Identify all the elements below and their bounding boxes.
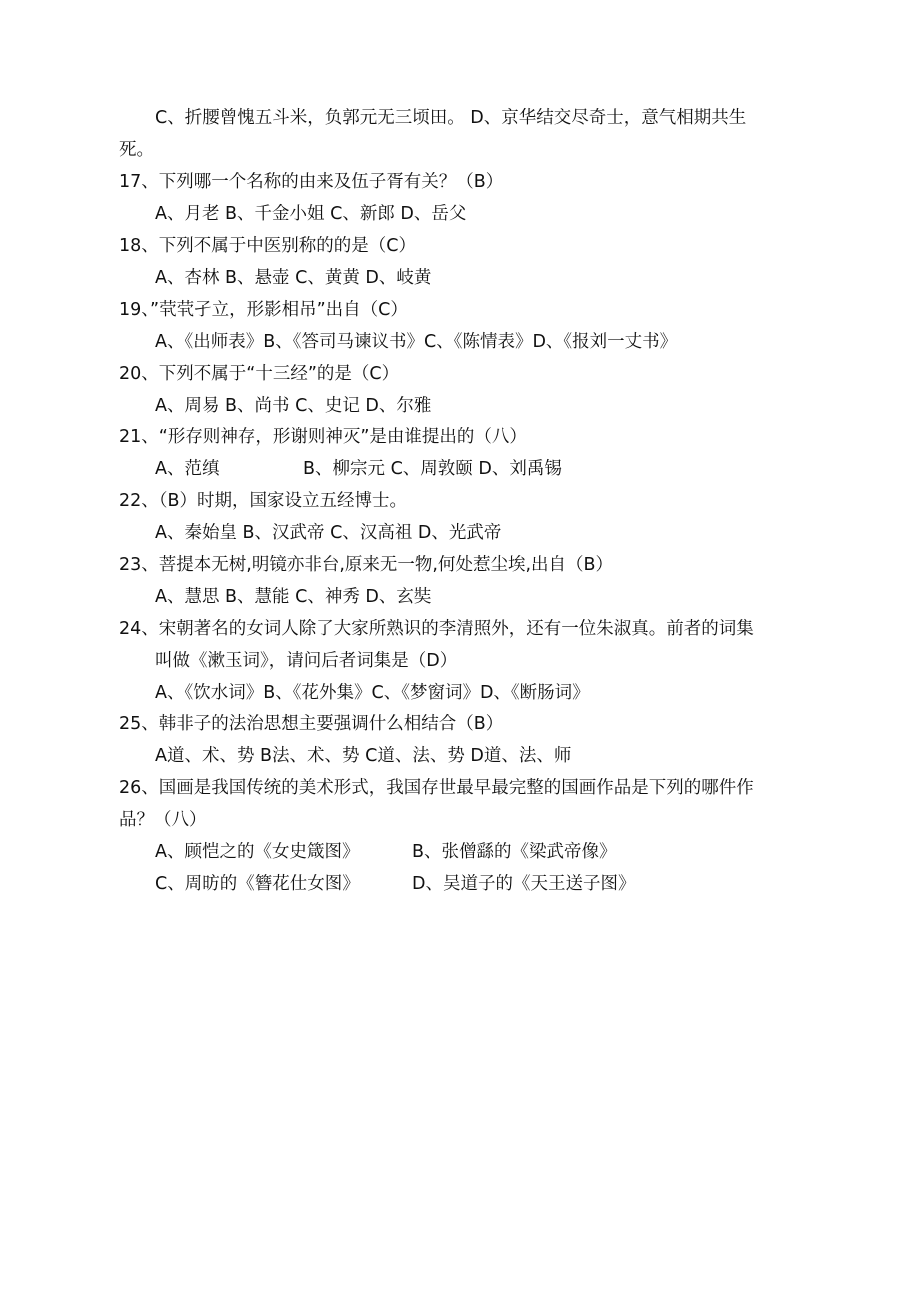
q26-option-d: D、吴道子的《天王送子图》: [412, 874, 636, 894]
q20-options: A、周易 B、尚书 C、史记 D、尔雅: [155, 396, 432, 416]
q22-question: 22、（B）时期，国家设立五经博士。: [119, 491, 408, 511]
q17-question: 17、下列哪一个名称的由来及伍子胥有关？（B）: [119, 172, 504, 192]
q16-options-line-2: 死。: [119, 140, 154, 160]
q21-question: 21、“形存则神存，形谢则神灭”是由谁提出的（八）: [119, 427, 527, 447]
q17-options: A、月老 B、千金小姐 C、新郎 D、岳父: [155, 204, 467, 224]
q19-options: A、《出师表》B、《答司马谏议书》C、《陈情表》D、《报刘一丈书》: [155, 332, 678, 352]
q16-options-line-1: C、折腰曾愧五斗米，负郭元无三顷田。 D、京华结交尽奇士，意气相期共生: [155, 108, 747, 128]
q26-option-c: C、周昉的《簪花仕女图》: [155, 874, 360, 894]
q26-question-cont: 品？（八）: [119, 810, 207, 830]
q24-options: A、《饮水词》B、《花外集》C、《梦窗词》D、《断肠词》: [155, 683, 590, 703]
q25-question: 25、韩非子的法治思想主要强调什么相结合（B）: [119, 714, 504, 734]
q25-options: A道、术、势 B法、术、势 C道、法、势 D道、法、师: [155, 746, 572, 766]
q19-question: 19、”茕茕孑立，形影相吊”出自（C）: [119, 300, 408, 320]
q20-question: 20、下列不属于“十三经”的是（C）: [119, 364, 400, 384]
q21-options-rest: B、柳宗元 C、周敦颐 D、刘禹锡: [303, 459, 562, 479]
q26-question: 26、国画是我国传统的美术形式，我国存世最早最完整的国画作品是下列的哪件作: [119, 778, 754, 798]
q18-question: 18、下列不属于中医别称的的是（C）: [119, 236, 416, 256]
q24-question: 24、宋朝著名的女词人除了大家所熟识的李清照外，还有一位朱淑真。前者的词集: [119, 619, 754, 639]
q21-option-a: A、范缜: [155, 459, 220, 479]
q22-options: A、秦始皇 B、汉武帝 C、汉高祖 D、光武帝: [155, 523, 502, 543]
q23-question: 23、菩提本无树,明镜亦非台,原来无一物,何处惹尘埃,出自（B）: [119, 555, 614, 575]
q26-option-a: A、顾恺之的《女史箴图》: [155, 842, 360, 862]
q23-options: A、慧思 B、慧能 C、神秀 D、玄奘: [155, 587, 432, 607]
q18-options: A、杏林 B、悬壶 C、黄黄 D、岐黄: [155, 268, 432, 288]
q24-question-cont: 叫做《漱玉词》，请问后者词集是（D）: [155, 651, 458, 671]
q26-option-b: B、张僧繇的《梁武帝像》: [412, 842, 617, 862]
